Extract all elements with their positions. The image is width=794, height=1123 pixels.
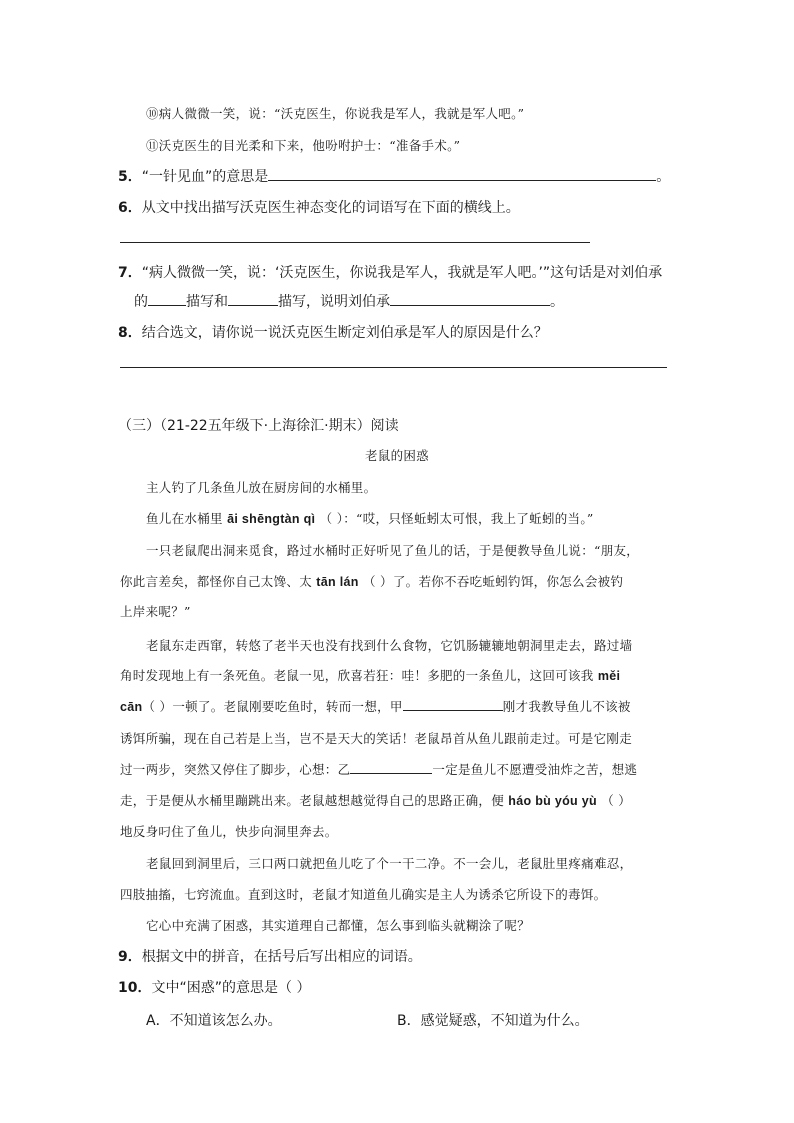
pinyin-ai-sheng-tan-qi: āi shēngtàn qì: [227, 512, 316, 526]
question-10: [118, 977, 310, 997]
story-p4-text-c: 刚才我教导鱼儿不该被: [502, 699, 631, 714]
story-p3-text-b: （ ）了。若你不吞吃蚯蚓钓饵，你怎么会被钓: [362, 574, 624, 589]
question-7-blank-1[interactable]: [148, 292, 186, 306]
question-7-part-3: 描写，说明刘伯承: [278, 294, 390, 310]
story-p4-text-d: 过一两步，突然又停住了脚步，心想：乙: [120, 762, 351, 777]
story-p4-text-a: 角时发现地上有一条死鱼。老鼠一见，欣喜若狂：哇！多肥的一条鱼儿，这回可该我: [120, 668, 594, 683]
question-7-end: 。: [550, 294, 564, 310]
story-title: 老鼠的困惑: [364, 448, 429, 463]
passage-line-11: ⑪沃克医生的目光柔和下来，他吩咐护士：“准备手术。”: [146, 138, 461, 153]
story-p3-line-3: 上岸来呢？”: [120, 604, 191, 619]
story-p3-line-1: 一只老鼠爬出洞来觅食，路过水桶时正好听见了鱼儿的话，于是便教导鱼儿说：“朋友，: [146, 543, 640, 558]
story-p5-line-2: 四肢抽搐，七窍流血。直到这时，老鼠才知道鱼儿确实是主人为诱杀它所设下的毒饵。: [120, 887, 607, 902]
pinyin-hao-bu-you-yu: háo bù yóu yù: [508, 794, 597, 808]
question-5-answer-blank[interactable]: [268, 167, 656, 181]
question-7-part-2: 描写和: [186, 294, 228, 310]
question-7-line-2: [134, 291, 564, 311]
story-p5-line-1: 老鼠回到洞里后，三口两口就把鱼儿吃了个一干二净。不一会儿，老鼠肚里疼痛难忍，: [146, 856, 633, 871]
question-9: [118, 946, 422, 966]
question-7-line-1: [118, 262, 662, 282]
story-paragraph-1: 主人钓了几条鱼儿放在厨房间的水桶里。: [146, 480, 377, 495]
story-p3-line-2: [120, 572, 623, 590]
question-8-number: 8．: [118, 325, 142, 341]
question-7-blank-3[interactable]: [390, 292, 550, 306]
story-paragraph-6: 它心中充满了困惑，其实道理自己都懂，怎么事到临头就糊涂了呢？: [146, 918, 531, 933]
story-paragraph-2: [146, 509, 594, 527]
pinyin-mei: měi: [597, 669, 621, 683]
section-3-heading: （三）（21-22五年级下·上海徐汇·期末）阅读: [118, 418, 399, 434]
story-p4-line-1: 老鼠东走西窜，转悠了老半天也没有找到什么食物，它饥肠辘辘地朝洞里走去，路过墙: [146, 638, 633, 653]
question-10-text: 文中“困惑”的意思是（ ）: [151, 980, 311, 996]
question-9-text: 根据文中的拼音，在括号后写出相应的词语。: [141, 949, 422, 965]
story-p4-line-5: [120, 760, 637, 778]
blank-jia[interactable]: [403, 697, 503, 711]
question-5-number: 5．: [118, 169, 142, 185]
question-8: [118, 322, 548, 342]
story-p4-text-b: （ ）一顿了。老鼠刚要吃鱼时，转而一想，甲: [142, 699, 403, 714]
story-p4-line-3: [120, 697, 631, 715]
pinyin-can: cān: [120, 700, 143, 714]
passage-line-10: ⑩病人微微一笑，说：“沃克医生，你说我是军人，我就是军人吧。”: [146, 106, 525, 121]
question-7-text: “病人微微一笑，说：‘沃克医生，你说我是军人，我就是军人吧。’”这句话是对刘伯承: [141, 265, 663, 281]
question-9-number: 9．: [118, 949, 142, 965]
story-p4-text-e: 一定是鱼儿不愿遭受油炸之苦，想逃: [432, 762, 638, 777]
question-6-answer-line[interactable]: [120, 242, 590, 243]
question-5-text: “一针见血”的意思是: [141, 169, 269, 185]
story-p4-line-7: 地反身叼住了鱼儿，快步向洞里奔去。: [120, 824, 338, 839]
story-p4-text-f: 走，于是便从水桶里蹦跳出来。老鼠越想越觉得自己的思路正确，便: [120, 793, 505, 808]
story-p4-line-6: [120, 791, 631, 809]
question-8-answer-line[interactable]: [120, 367, 667, 368]
question-7-number: 7．: [118, 265, 142, 281]
question-6-number: 6．: [118, 200, 142, 216]
story-p4-line-2: [120, 666, 620, 684]
story-p2-text-b: （ ）：“哎，只怪蚯蚓太可恨，我上了蚯蚓的当。”: [319, 511, 594, 526]
story-p2-text-a: 鱼儿在水桶里: [146, 511, 223, 526]
question-8-text: 结合选文，请你说一说沃克医生断定刘伯承是军人的原因是什么？: [141, 325, 548, 341]
story-p3-text-a: 你此言差矣，都怪你自己太馋、太: [120, 574, 313, 589]
question-5: [118, 166, 670, 186]
question-10-number: 10．: [118, 980, 152, 996]
question-7-blank-2[interactable]: [228, 292, 278, 306]
question-5-end: 。: [656, 169, 671, 185]
question-6-text: 从文中找出描写沃克医生神态变化的词语写在下面的横线上。: [141, 200, 520, 216]
question-10-option-a[interactable]: A．不知道该怎么办。: [146, 1013, 282, 1029]
pinyin-tan-lan: tān lán: [316, 575, 359, 589]
story-p4-text-g: （ ）: [601, 793, 632, 808]
question-7-part-1: 的: [134, 294, 148, 310]
question-6: [118, 197, 520, 217]
story-p4-line-4: 诱饵所骗，现在自己若是上当，岂不是天大的笑话！老鼠昂首从鱼儿跟前走过。可是它刚走: [120, 731, 633, 746]
blank-yi[interactable]: [350, 760, 432, 774]
question-10-option-b[interactable]: B．感觉疑惑，不知道为什么。: [397, 1013, 589, 1029]
